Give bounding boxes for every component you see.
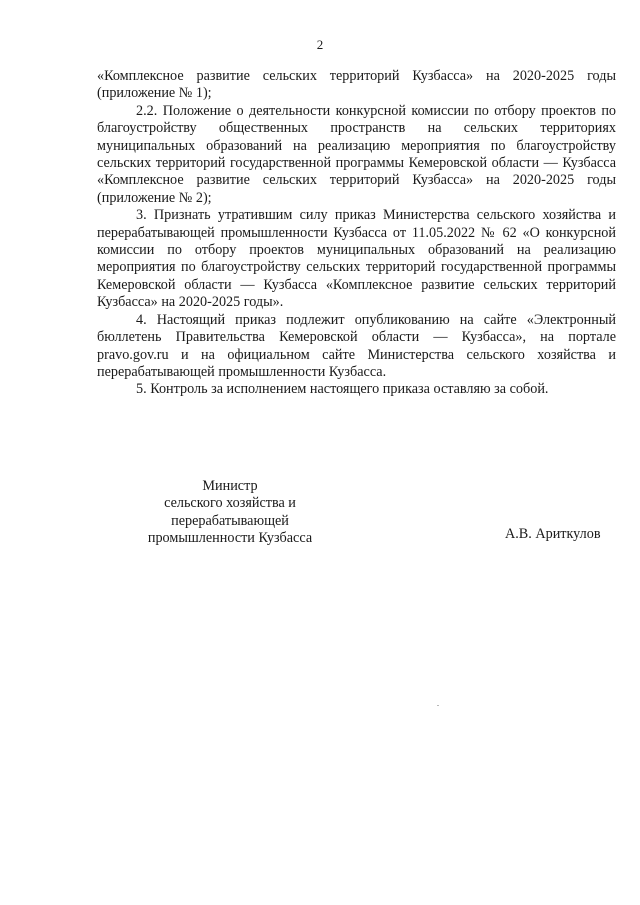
paragraph-5: 5. Контроль за исполнением настоящего приказа оставляю за собой. <box>136 381 549 398</box>
signatory-name: А.В. Ариткулов <box>505 526 601 542</box>
signatory-position <box>120 478 340 548</box>
paragraph-1: «Комплексное развитие сельских территорий Кузбасса» на 2020-2025 годы (приложение № 1); <box>97 68 616 102</box>
paragraph-3: 3. Признать утратившим силу приказ Министерства сельского хозяйства и перерабатывающей промышленности Кузбасса от 11.05.2022 № 62 «О конкурсной комиссии по отбору проектов муниципальных образований на реализацию мероприятия по благоустройству сельских территорий государственной программы Кемеровской области — Кузбасса «Комплексное развитие сельских территорий Кузбасса» на 2020-2025 годы». <box>97 207 616 311</box>
signatory-title-line: Министр <box>202 478 258 494</box>
page-number: 2 <box>316 37 324 52</box>
signatory-title-line: сельского хозяйства и <box>164 495 296 512</box>
signatory-title-line: промышленности Кузбасса <box>147 530 313 547</box>
paragraph-2: 2.2. Положение о деятельности конкурсной комиссии по отбору проектов по благоустройству общественных пространств на сельских территориях муниципальных образований на реализацию мероприятия по благоустройству сельских территорий государственной программы Кемеровской области — Кузбасса «Комплексное развитие сельских территорий Кузбасса» на 2020-2025 годы (приложение № 2); <box>97 102 616 206</box>
signatory-title-line: перерабатывающей <box>171 512 289 529</box>
document-body <box>97 68 616 399</box>
paragraph-4: 4. Настоящий приказ подлежит опубликованию на сайте «Электронный бюллетень Правительства Кемеровской области — Кузбасса», на портале pravo.gov.ru и на официальном сайте Министерства сельского хозяйства и перерабатывающей промышленности Кузбасса. <box>97 311 616 380</box>
scan-speck <box>437 705 439 706</box>
